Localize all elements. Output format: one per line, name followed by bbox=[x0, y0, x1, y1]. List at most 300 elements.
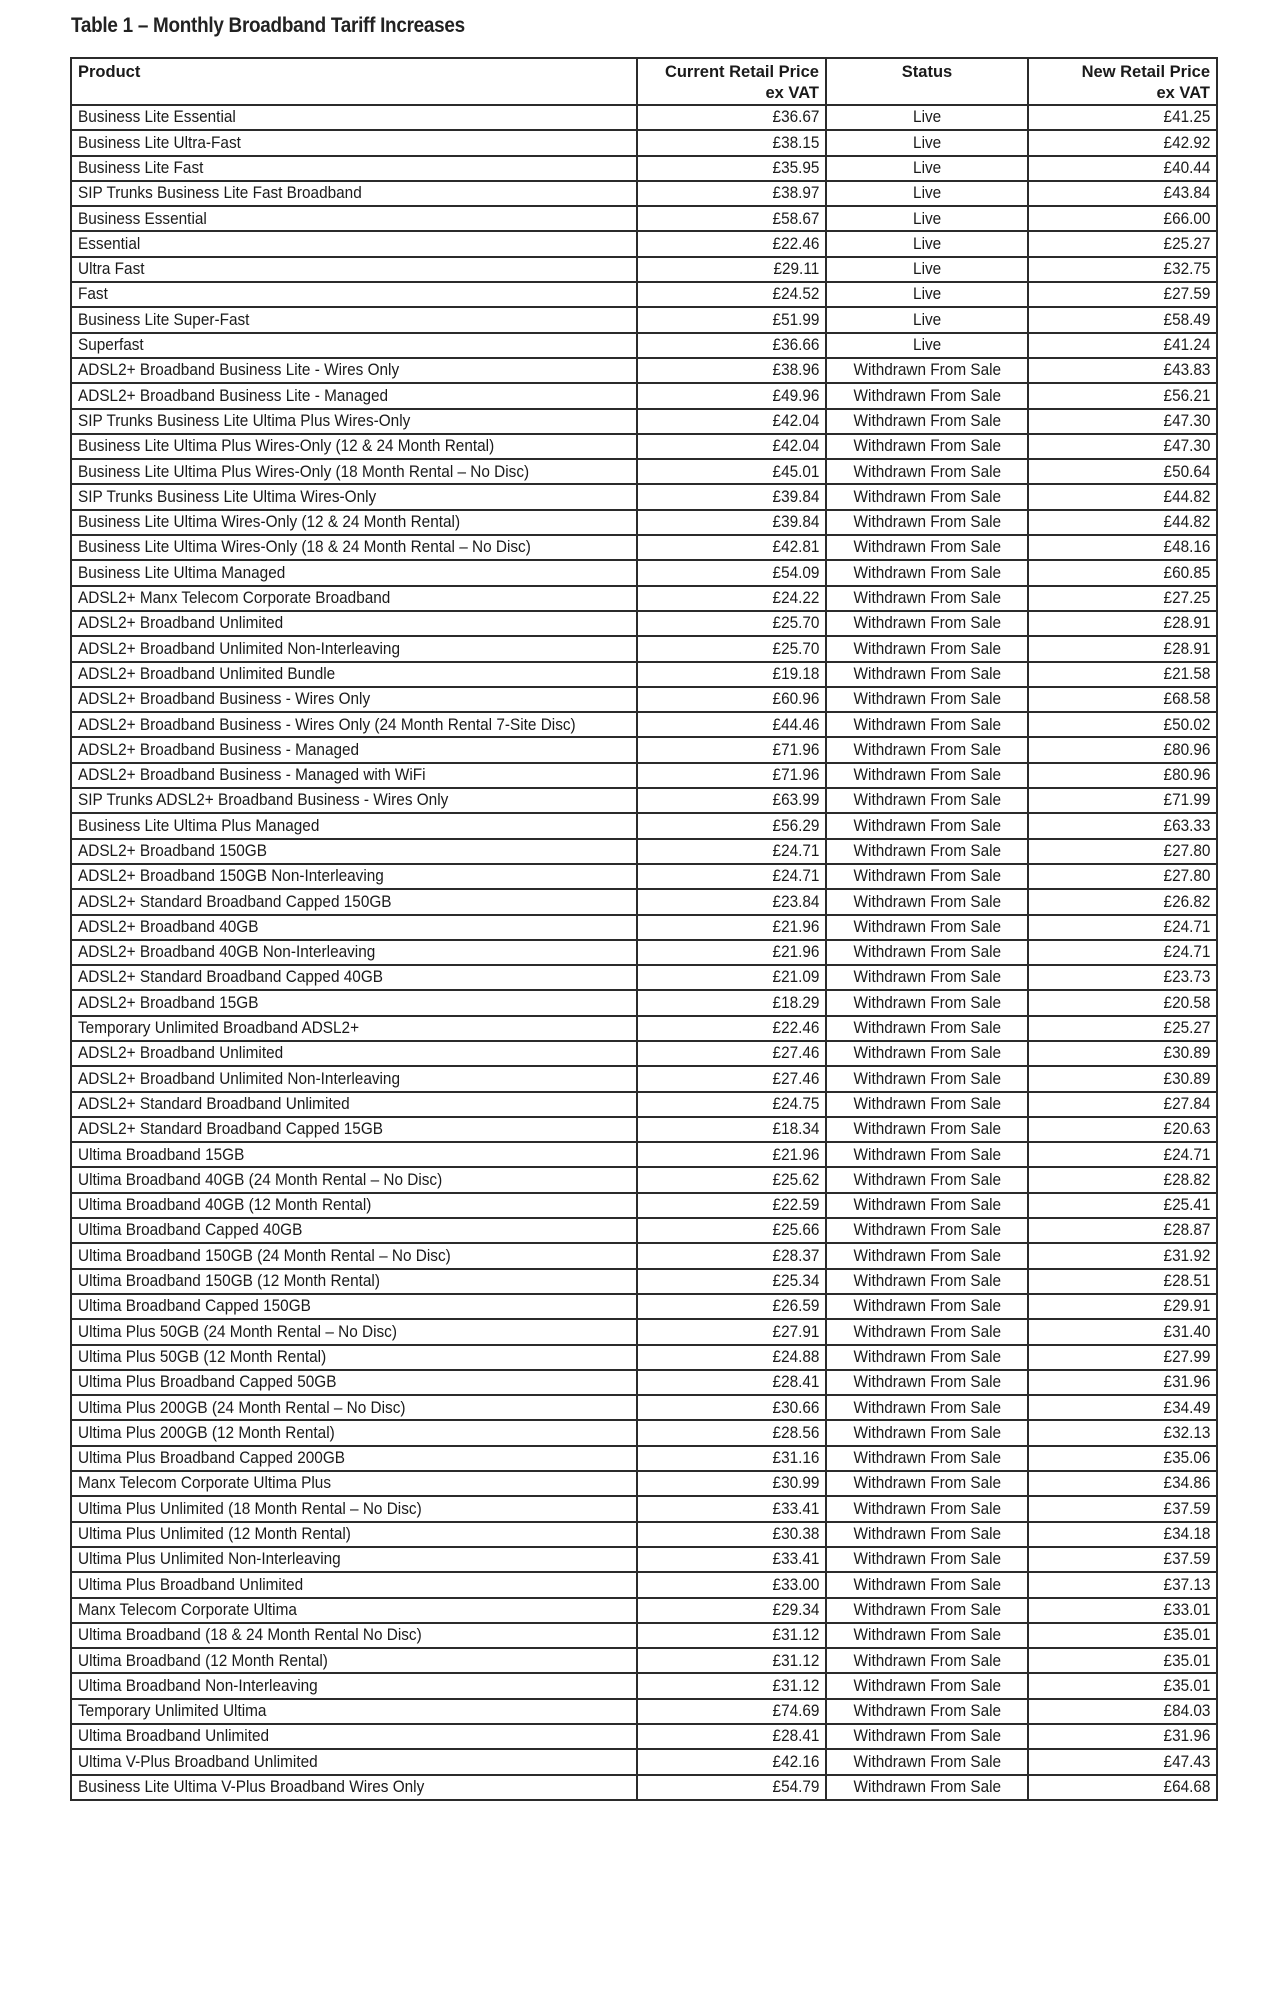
table-row bbox=[71, 1724, 1217, 1749]
status-cell-text: Live bbox=[912, 234, 942, 253]
new-price-cell-text: £27.25 bbox=[1163, 589, 1210, 608]
current-price-cell bbox=[637, 1623, 826, 1648]
status-cell-text: Withdrawn From Sale bbox=[853, 1651, 1001, 1670]
status-cell bbox=[826, 1572, 1028, 1597]
table-row bbox=[71, 1673, 1217, 1698]
new-price-cell bbox=[1028, 257, 1217, 282]
current-price-cell bbox=[637, 1016, 826, 1041]
current-price-cell bbox=[637, 1345, 826, 1370]
table-row bbox=[71, 889, 1217, 914]
product-cell-text: Ultima Plus Unlimited (18 Month Rental – No Disc) bbox=[78, 1499, 422, 1518]
table-row bbox=[71, 1598, 1217, 1623]
table-row bbox=[71, 560, 1217, 585]
current-price-cell-text: £25.34 bbox=[772, 1272, 819, 1291]
current-price-cell bbox=[637, 1471, 826, 1496]
product-cell bbox=[71, 130, 637, 155]
product-cell-text: Ultima Broadband 150GB (12 Month Rental) bbox=[78, 1272, 380, 1291]
product-cell-text: ADSL2+ Broadband Unlimited bbox=[78, 614, 284, 633]
status-cell-text: Withdrawn From Sale bbox=[853, 538, 1001, 557]
new-price-cell-text: £33.01 bbox=[1163, 1600, 1210, 1619]
status-cell-text: Withdrawn From Sale bbox=[853, 361, 1001, 380]
table-row bbox=[71, 181, 1217, 206]
current-price-cell-text: £30.66 bbox=[772, 1398, 819, 1417]
table-row bbox=[71, 1294, 1217, 1319]
new-price-cell bbox=[1028, 1572, 1217, 1597]
status-cell-text: Live bbox=[912, 260, 942, 279]
table-row bbox=[71, 1420, 1217, 1445]
status-cell bbox=[826, 307, 1028, 332]
new-price-cell bbox=[1028, 333, 1217, 358]
new-price-cell bbox=[1028, 1496, 1217, 1521]
new-price-cell bbox=[1028, 1193, 1217, 1218]
product-cell bbox=[71, 1648, 637, 1673]
status-cell-text: Withdrawn From Sale bbox=[853, 892, 1001, 911]
status-cell-text: Withdrawn From Sale bbox=[853, 664, 1001, 683]
status-cell bbox=[826, 1471, 1028, 1496]
product-cell bbox=[71, 1294, 637, 1319]
product-cell bbox=[71, 813, 637, 838]
table-row bbox=[71, 130, 1217, 155]
current-price-cell-text: £27.91 bbox=[772, 1322, 819, 1341]
product-cell-text: SIP Trunks ADSL2+ Broadband Business - Wires Only bbox=[78, 791, 449, 810]
status-cell-text: Withdrawn From Sale bbox=[853, 1019, 1001, 1038]
table-row bbox=[71, 105, 1217, 130]
new-price-cell-text: £24.71 bbox=[1163, 917, 1210, 936]
product-cell bbox=[71, 282, 637, 307]
product-cell-text: ADSL2+ Standard Broadband Capped 15GB bbox=[78, 1120, 383, 1139]
status-cell-text: Withdrawn From Sale bbox=[853, 1752, 1001, 1771]
status-cell bbox=[826, 1193, 1028, 1218]
new-price-cell bbox=[1028, 889, 1217, 914]
product-cell bbox=[71, 1496, 637, 1521]
product-cell-text: Ultima Broadband Capped 150GB bbox=[78, 1297, 311, 1316]
status-cell bbox=[826, 1243, 1028, 1268]
header-status bbox=[826, 58, 1028, 105]
status-cell bbox=[826, 1370, 1028, 1395]
table-row bbox=[71, 434, 1217, 459]
table-body bbox=[71, 105, 1217, 1800]
new-price-cell bbox=[1028, 636, 1217, 661]
current-price-cell bbox=[637, 889, 826, 914]
status-cell bbox=[826, 1648, 1028, 1673]
product-cell bbox=[71, 333, 637, 358]
new-price-cell-text: £30.89 bbox=[1163, 1069, 1210, 1088]
product-cell bbox=[71, 1370, 637, 1395]
status-cell bbox=[826, 788, 1028, 813]
new-price-cell-text: £80.96 bbox=[1163, 766, 1210, 785]
product-cell-text: Business Lite Super-Fast bbox=[78, 310, 250, 329]
current-price-cell bbox=[637, 1496, 826, 1521]
product-cell bbox=[71, 636, 637, 661]
product-cell bbox=[71, 1446, 637, 1471]
current-price-cell-text: £28.37 bbox=[772, 1246, 819, 1265]
current-price-cell bbox=[637, 662, 826, 687]
table-row bbox=[71, 915, 1217, 940]
status-cell bbox=[826, 459, 1028, 484]
new-price-cell bbox=[1028, 1775, 1217, 1800]
product-cell-text: Business Lite Ultima V-Plus Broadband Wires Only bbox=[78, 1777, 425, 1796]
current-price-cell-text: £38.97 bbox=[772, 184, 819, 203]
product-cell bbox=[71, 1041, 637, 1066]
product-cell-text: Ultima Broadband 150GB (24 Month Rental – No Disc) bbox=[78, 1246, 451, 1265]
product-cell bbox=[71, 1395, 637, 1420]
product-cell-text: Business Essential bbox=[78, 209, 207, 228]
product-cell-text: SIP Trunks Business Lite Fast Broadband bbox=[78, 184, 362, 203]
new-price-cell-text: £31.96 bbox=[1163, 1373, 1210, 1392]
current-price-cell-text: £24.75 bbox=[772, 1094, 819, 1113]
table-row bbox=[71, 1243, 1217, 1268]
new-price-cell-text: £63.33 bbox=[1163, 816, 1210, 835]
new-price-cell-text: £80.96 bbox=[1163, 740, 1210, 759]
new-price-cell-text: £35.06 bbox=[1163, 1449, 1210, 1468]
product-cell-text: Business Lite Ultima Plus Wires-Only (18 Month Rental – No Disc) bbox=[78, 462, 530, 481]
product-cell bbox=[71, 257, 637, 282]
status-cell-text: Withdrawn From Sale bbox=[853, 437, 1001, 456]
new-price-cell bbox=[1028, 307, 1217, 332]
product-cell-text: Ultima Plus Broadband Capped 50GB bbox=[78, 1373, 337, 1392]
status-cell-text: Withdrawn From Sale bbox=[853, 766, 1001, 785]
product-cell bbox=[71, 434, 637, 459]
new-price-cell bbox=[1028, 358, 1217, 383]
table-row bbox=[71, 1395, 1217, 1420]
status-cell bbox=[826, 206, 1028, 231]
new-price-cell bbox=[1028, 839, 1217, 864]
status-cell-text: Withdrawn From Sale bbox=[853, 1600, 1001, 1619]
current-price-cell-text: £42.04 bbox=[772, 437, 819, 456]
product-cell bbox=[71, 1699, 637, 1724]
status-cell-text: Withdrawn From Sale bbox=[853, 1170, 1001, 1189]
table-row bbox=[71, 1471, 1217, 1496]
table-row bbox=[71, 839, 1217, 864]
product-cell bbox=[71, 358, 637, 383]
status-cell-text: Live bbox=[912, 336, 942, 355]
current-price-cell-text: £29.34 bbox=[772, 1600, 819, 1619]
current-price-cell-text: £33.00 bbox=[772, 1575, 819, 1594]
status-cell-text: Withdrawn From Sale bbox=[853, 1499, 1001, 1518]
status-cell-text: Withdrawn From Sale bbox=[853, 1449, 1001, 1468]
new-price-cell bbox=[1028, 1142, 1217, 1167]
current-price-cell-text: £45.01 bbox=[772, 462, 819, 481]
current-price-cell bbox=[637, 763, 826, 788]
new-price-cell bbox=[1028, 409, 1217, 434]
current-price-cell bbox=[637, 1648, 826, 1673]
table-row bbox=[71, 1016, 1217, 1041]
new-price-cell-text: £41.25 bbox=[1163, 108, 1210, 127]
current-price-cell bbox=[637, 712, 826, 737]
header-product bbox=[71, 58, 637, 105]
product-cell-text: ADSL2+ Broadband 150GB bbox=[78, 842, 267, 860]
product-cell-text: Ultima Plus 50GB (24 Month Rental – No Disc) bbox=[78, 1322, 397, 1341]
status-cell-text: Withdrawn From Sale bbox=[853, 1702, 1001, 1721]
current-price-cell bbox=[637, 510, 826, 535]
new-price-cell bbox=[1028, 915, 1217, 940]
product-cell-text: ADSL2+ Standard Broadband Capped 150GB bbox=[78, 892, 392, 911]
new-price-cell-text: £21.58 bbox=[1163, 664, 1210, 683]
current-price-cell-text: £58.67 bbox=[772, 209, 819, 228]
status-cell-text: Withdrawn From Sale bbox=[853, 1297, 1001, 1316]
new-price-cell bbox=[1028, 535, 1217, 560]
product-cell-text: ADSL2+ Manx Telecom Corporate Broadband bbox=[78, 589, 391, 608]
new-price-cell-text: £31.92 bbox=[1163, 1246, 1210, 1265]
new-price-cell bbox=[1028, 130, 1217, 155]
new-price-cell-text: £41.24 bbox=[1163, 336, 1210, 355]
status-cell bbox=[826, 1446, 1028, 1471]
status-cell-text: Withdrawn From Sale bbox=[853, 1727, 1001, 1746]
current-price-cell-text: £60.96 bbox=[772, 690, 819, 709]
status-cell bbox=[826, 1395, 1028, 1420]
header-current-price-line2: ex VAT bbox=[765, 84, 819, 102]
status-cell-text: Withdrawn From Sale bbox=[853, 1196, 1001, 1215]
new-price-cell-text: £47.30 bbox=[1163, 437, 1210, 456]
product-cell bbox=[71, 788, 637, 813]
product-cell-text: Business Lite Ultima Plus Managed bbox=[78, 816, 320, 835]
product-cell-text: Ultima Plus Unlimited (12 Month Rental) bbox=[78, 1525, 351, 1544]
product-cell-text: Business Lite Ultima Managed bbox=[78, 563, 286, 582]
new-price-cell-text: £27.99 bbox=[1163, 1347, 1210, 1366]
current-price-cell-text: £24.22 bbox=[772, 589, 819, 608]
product-cell-text: ADSL2+ Broadband Unlimited Non-Interleaving bbox=[78, 639, 401, 658]
product-cell-text: ADSL2+ Broadband Business Lite - Wires Only bbox=[78, 361, 400, 380]
table-row bbox=[71, 1193, 1217, 1218]
current-price-cell-text: £54.09 bbox=[772, 563, 819, 582]
current-price-cell-text: £27.46 bbox=[772, 1044, 819, 1063]
table-row bbox=[71, 510, 1217, 535]
product-cell-text: Business Lite Fast bbox=[78, 158, 204, 177]
table-row bbox=[71, 1623, 1217, 1648]
current-price-cell bbox=[637, 687, 826, 712]
new-price-cell bbox=[1028, 940, 1217, 965]
new-price-cell bbox=[1028, 105, 1217, 130]
status-cell-text: Withdrawn From Sale bbox=[853, 639, 1001, 658]
current-price-cell bbox=[637, 1673, 826, 1698]
current-price-cell bbox=[637, 282, 826, 307]
header-product-label: Product bbox=[78, 63, 141, 81]
table-row bbox=[71, 1522, 1217, 1547]
product-cell bbox=[71, 206, 637, 231]
product-cell-text: ADSL2+ Broadband Business - Wires Only (24 Month Rental 7-Site Disc) bbox=[78, 715, 576, 734]
new-price-cell-text: £25.41 bbox=[1163, 1196, 1210, 1215]
status-cell bbox=[826, 813, 1028, 838]
table-row bbox=[71, 1749, 1217, 1774]
current-price-cell bbox=[637, 839, 826, 864]
status-cell-text: Withdrawn From Sale bbox=[853, 842, 1001, 860]
status-cell-text: Live bbox=[912, 158, 942, 177]
new-price-cell bbox=[1028, 1420, 1217, 1445]
new-price-cell-text: £48.16 bbox=[1163, 538, 1210, 557]
product-cell-text: Essential bbox=[78, 234, 141, 253]
status-cell-text: Withdrawn From Sale bbox=[853, 867, 1001, 886]
new-price-cell bbox=[1028, 1749, 1217, 1774]
current-price-cell bbox=[637, 1420, 826, 1445]
table-row bbox=[71, 662, 1217, 687]
new-price-cell-text: £25.27 bbox=[1163, 1019, 1210, 1038]
table-row bbox=[71, 1142, 1217, 1167]
product-cell bbox=[71, 535, 637, 560]
current-price-cell bbox=[637, 586, 826, 611]
current-price-cell-text: £56.29 bbox=[772, 816, 819, 835]
new-price-cell-text: £31.96 bbox=[1163, 1727, 1210, 1746]
current-price-cell bbox=[637, 737, 826, 762]
current-price-cell-text: £44.46 bbox=[772, 715, 819, 734]
status-cell bbox=[826, 611, 1028, 636]
current-price-cell bbox=[637, 965, 826, 990]
status-cell-text: Withdrawn From Sale bbox=[853, 968, 1001, 987]
status-cell bbox=[826, 1016, 1028, 1041]
table-row bbox=[71, 990, 1217, 1015]
current-price-cell-text: £63.99 bbox=[772, 791, 819, 810]
current-price-cell-text: £42.81 bbox=[772, 538, 819, 557]
table-row bbox=[71, 231, 1217, 256]
product-cell-text: Temporary Unlimited Ultima bbox=[78, 1702, 267, 1721]
table-row bbox=[71, 864, 1217, 889]
status-cell bbox=[826, 1724, 1028, 1749]
current-price-cell bbox=[637, 535, 826, 560]
status-cell-text: Withdrawn From Sale bbox=[853, 917, 1001, 936]
new-price-cell bbox=[1028, 1395, 1217, 1420]
table-row bbox=[71, 535, 1217, 560]
status-cell-text: Withdrawn From Sale bbox=[853, 614, 1001, 633]
new-price-cell-text: £37.13 bbox=[1163, 1575, 1210, 1594]
status-cell bbox=[826, 1167, 1028, 1192]
current-price-cell-text: £26.59 bbox=[772, 1297, 819, 1316]
status-cell bbox=[826, 1775, 1028, 1800]
table-row bbox=[71, 333, 1217, 358]
product-cell-text: Fast bbox=[78, 285, 108, 304]
product-cell-text: ADSL2+ Broadband Business - Managed with WiFi bbox=[78, 766, 426, 785]
current-price-cell-text: £33.41 bbox=[772, 1550, 819, 1569]
status-cell bbox=[826, 1345, 1028, 1370]
status-cell bbox=[826, 560, 1028, 585]
new-price-cell-text: £28.91 bbox=[1163, 639, 1210, 658]
new-price-cell-text: £20.58 bbox=[1163, 993, 1210, 1012]
product-cell-text: Ultima Broadband (18 & 24 Month Rental No Disc) bbox=[78, 1626, 422, 1645]
new-price-cell-text: £64.68 bbox=[1163, 1777, 1210, 1796]
status-cell-text: Withdrawn From Sale bbox=[853, 1221, 1001, 1240]
new-price-cell-text: £56.21 bbox=[1163, 386, 1210, 405]
product-cell-text: Ultima Broadband 15GB bbox=[78, 1145, 245, 1164]
product-cell-text: ADSL2+ Broadband Unlimited bbox=[78, 1044, 284, 1063]
current-price-cell bbox=[637, 1142, 826, 1167]
table-row bbox=[71, 257, 1217, 282]
current-price-cell-text: £21.96 bbox=[772, 1145, 819, 1164]
product-cell-text: Superfast bbox=[78, 336, 144, 355]
current-price-cell-text: £30.99 bbox=[772, 1474, 819, 1493]
current-price-cell-text: £24.88 bbox=[772, 1347, 819, 1366]
product-cell-text: Ultima Plus 50GB (12 Month Rental) bbox=[78, 1347, 327, 1366]
header-current-price-line1: Current Retail Price bbox=[664, 63, 819, 81]
status-cell bbox=[826, 1142, 1028, 1167]
product-cell-text: Ultima Plus 200GB (24 Month Rental – No Disc) bbox=[78, 1398, 406, 1417]
current-price-cell-text: £42.16 bbox=[772, 1752, 819, 1771]
current-price-cell-text: £18.29 bbox=[772, 993, 819, 1012]
status-cell bbox=[826, 1522, 1028, 1547]
current-price-cell bbox=[637, 1724, 826, 1749]
new-price-cell-text: £28.82 bbox=[1163, 1170, 1210, 1189]
product-cell bbox=[71, 459, 637, 484]
status-cell bbox=[826, 105, 1028, 130]
status-cell bbox=[826, 1092, 1028, 1117]
product-cell-text: ADSL2+ Broadband 150GB Non-Interleaving bbox=[78, 867, 384, 886]
new-price-cell bbox=[1028, 1066, 1217, 1091]
status-cell bbox=[826, 156, 1028, 181]
status-cell-text: Withdrawn From Sale bbox=[853, 589, 1001, 608]
product-cell-text: ADSL2+ Broadband 40GB bbox=[78, 917, 259, 936]
product-cell-text: ADSL2+ Broadband Business - Wires Only bbox=[78, 690, 371, 709]
new-price-cell-text: £25.27 bbox=[1163, 234, 1210, 253]
current-price-cell-text: £27.46 bbox=[772, 1069, 819, 1088]
current-price-cell bbox=[637, 990, 826, 1015]
status-cell bbox=[826, 712, 1028, 737]
table-row bbox=[71, 687, 1217, 712]
current-price-cell bbox=[637, 636, 826, 661]
current-price-cell-text: £71.96 bbox=[772, 740, 819, 759]
table-header-row bbox=[71, 58, 1217, 105]
status-cell-text: Withdrawn From Sale bbox=[853, 1626, 1001, 1645]
status-cell bbox=[826, 409, 1028, 434]
status-cell-text: Withdrawn From Sale bbox=[853, 1120, 1001, 1139]
status-cell-text: Withdrawn From Sale bbox=[853, 462, 1001, 481]
current-price-cell bbox=[637, 1547, 826, 1572]
current-price-cell-text: £25.62 bbox=[772, 1170, 819, 1189]
product-cell bbox=[71, 1775, 637, 1800]
current-price-cell-text: £31.16 bbox=[772, 1449, 819, 1468]
status-cell-text: Withdrawn From Sale bbox=[853, 1246, 1001, 1265]
product-cell-text: Ultima Broadband Capped 40GB bbox=[78, 1221, 303, 1240]
product-cell bbox=[71, 763, 637, 788]
current-price-cell bbox=[637, 231, 826, 256]
current-price-cell-text: £22.46 bbox=[772, 234, 819, 253]
product-cell-text: Business Lite Essential bbox=[78, 108, 236, 127]
new-price-cell bbox=[1028, 1167, 1217, 1192]
current-price-cell bbox=[637, 1243, 826, 1268]
current-price-cell-text: £29.11 bbox=[773, 260, 819, 279]
new-price-cell bbox=[1028, 763, 1217, 788]
current-price-cell bbox=[637, 940, 826, 965]
status-cell-text: Withdrawn From Sale bbox=[853, 1525, 1001, 1544]
current-price-cell-text: £24.71 bbox=[772, 867, 819, 886]
product-cell bbox=[71, 510, 637, 535]
table-row bbox=[71, 737, 1217, 762]
current-price-cell-text: £31.12 bbox=[772, 1676, 819, 1695]
current-price-cell-text: £39.84 bbox=[772, 487, 819, 506]
product-cell bbox=[71, 662, 637, 687]
current-price-cell bbox=[637, 1167, 826, 1192]
new-price-cell-text: £34.86 bbox=[1163, 1474, 1210, 1493]
new-price-cell-text: £27.59 bbox=[1163, 285, 1210, 304]
table-row bbox=[71, 1648, 1217, 1673]
table-row bbox=[71, 156, 1217, 181]
new-price-cell bbox=[1028, 1471, 1217, 1496]
table-row bbox=[71, 459, 1217, 484]
table-row bbox=[71, 1572, 1217, 1597]
new-price-cell bbox=[1028, 1269, 1217, 1294]
product-cell bbox=[71, 1623, 637, 1648]
product-cell-text: SIP Trunks Business Lite Ultima Plus Wires-Only bbox=[78, 411, 411, 430]
current-price-cell bbox=[637, 383, 826, 408]
new-price-cell-text: £43.83 bbox=[1163, 361, 1210, 380]
new-price-cell-text: £35.01 bbox=[1163, 1626, 1210, 1645]
current-price-cell-text: £30.38 bbox=[772, 1525, 819, 1544]
current-price-cell bbox=[637, 1775, 826, 1800]
status-cell-text: Withdrawn From Sale bbox=[853, 1094, 1001, 1113]
new-price-cell bbox=[1028, 1623, 1217, 1648]
new-price-cell bbox=[1028, 1243, 1217, 1268]
product-cell bbox=[71, 586, 637, 611]
current-price-cell-text: £24.52 bbox=[772, 285, 819, 304]
current-price-cell-text: £31.12 bbox=[772, 1626, 819, 1645]
current-price-cell bbox=[637, 181, 826, 206]
product-cell-text: Business Lite Ultima Wires-Only (18 & 24 Month Rental – No Disc) bbox=[78, 538, 531, 557]
